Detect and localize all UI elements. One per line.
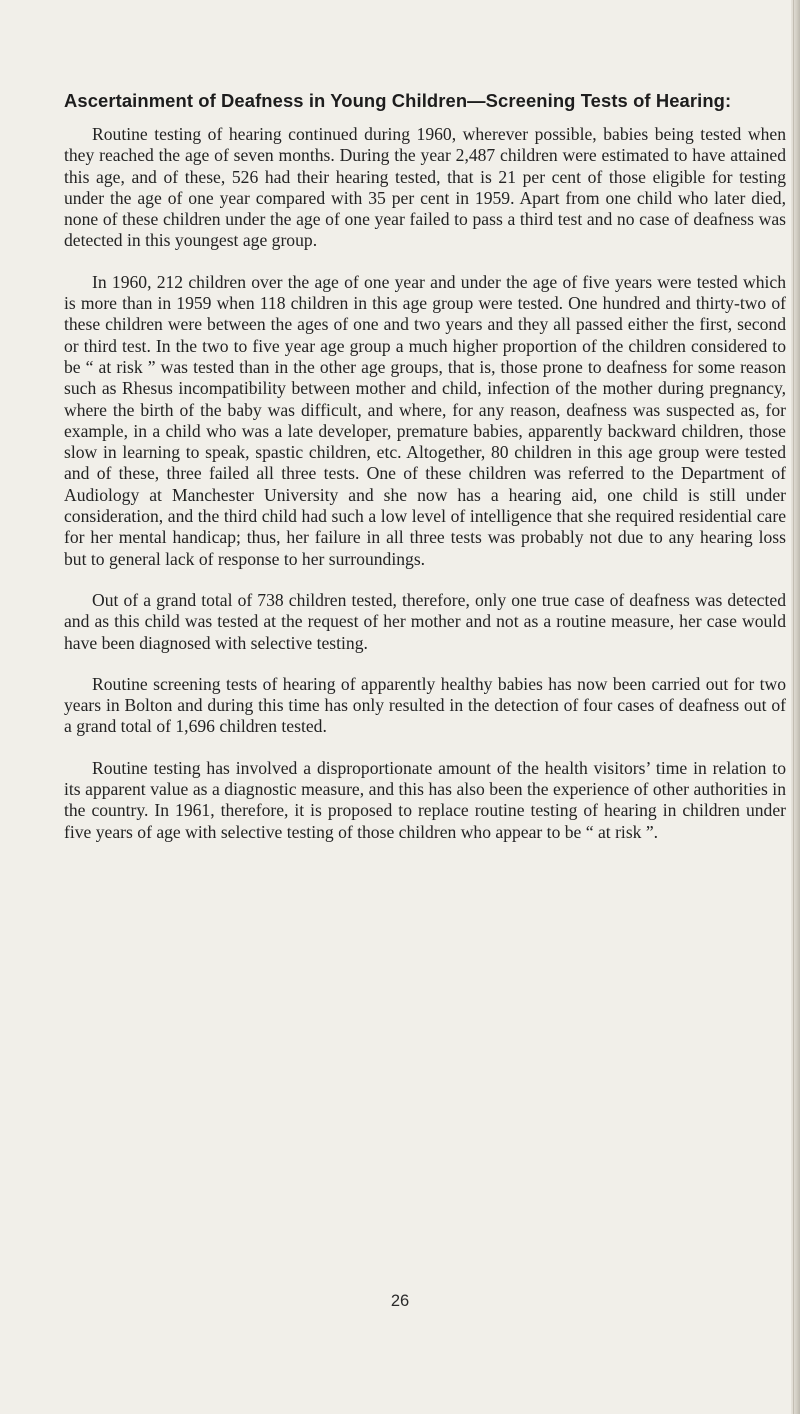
paragraph-grand-total: Out of a grand total of 738 children tested, therefore, only one true case of deafness was detected and as this child was tested at the request of her mother and not as a routine measure, her case would have been diagnosed with selective testing. bbox=[64, 589, 786, 653]
page-number: 26 bbox=[390, 1292, 410, 1310]
section-heading: Ascertainment of Deafness in Young Children—Screening Tests of Hearing: bbox=[64, 90, 732, 111]
paragraph-two-years-results: Routine screening tests of hearing of apparently healthy babies has now been carried out for two years in Bolton and during this time has only resulted in the detection of four cases of deafness out of a grand total of 1,696 children tested. bbox=[64, 673, 786, 737]
document-body bbox=[64, 90, 786, 863]
page-edge bbox=[791, 0, 800, 1414]
paragraph-one-to-five-years: In 1960, 212 children over the age of one year and under the age of five years were tested which is more than in 1959 when 118 children in this age group were tested. One hundred and thirty-two of these children were between the ages of one and two years and they all passed either the first, second or third test. In the two to five year age group a much higher proportion of the children considered to be “ at risk ” was tested than in the other age groups, that is, those prone to deafness for some reason such as Rhesus incompatibility between mother and child, infection of the mother during pregnancy, where the birth of the baby was difficult, and where, for any reason, deafness was suspected as, for example, in a child who was a late developer, premature babies, apparently backward children, those slow in learning to speak, spastic children, etc. Altogether, 80 children in this age group were tested and of these, three failed all three tests. One of these children was referred to the Department of Audiology at Manchester University and she now has a hearing aid, one child is still under consideration, and the third child had such a low level of intelligence that she required residential care for her mental handicap; thus, her failure in all three tests was probably not due to any hearing loss but to general lack of response to her surroundings. bbox=[64, 271, 786, 569]
paragraph-proposal-1961: Routine testing has involved a disproportionate amount of the health visitors’ time in relation to its apparent value as a diagnostic measure, and this has also been the experience of other authorities in the country. In 1961, therefore, it is proposed to replace routine testing of hearing in children under five years of age with selective testing of those children who appear to be “ at risk ”. bbox=[64, 757, 786, 842]
paragraph-routine-testing: Routine testing of hearing continued during 1960, wherever possible, babies being tested when they reached the age of seven months. During the year 2,487 children were estimated to have attained this age, and of these, 526 had their hearing tested, that is 21 per cent of those eligible for testing under the age of one year compared with 35 per cent in 1959. Apart from one child who later died, none of these children under the age of one year failed to pass a third test and no case of deafness was detected in this youngest age group. bbox=[64, 124, 786, 251]
